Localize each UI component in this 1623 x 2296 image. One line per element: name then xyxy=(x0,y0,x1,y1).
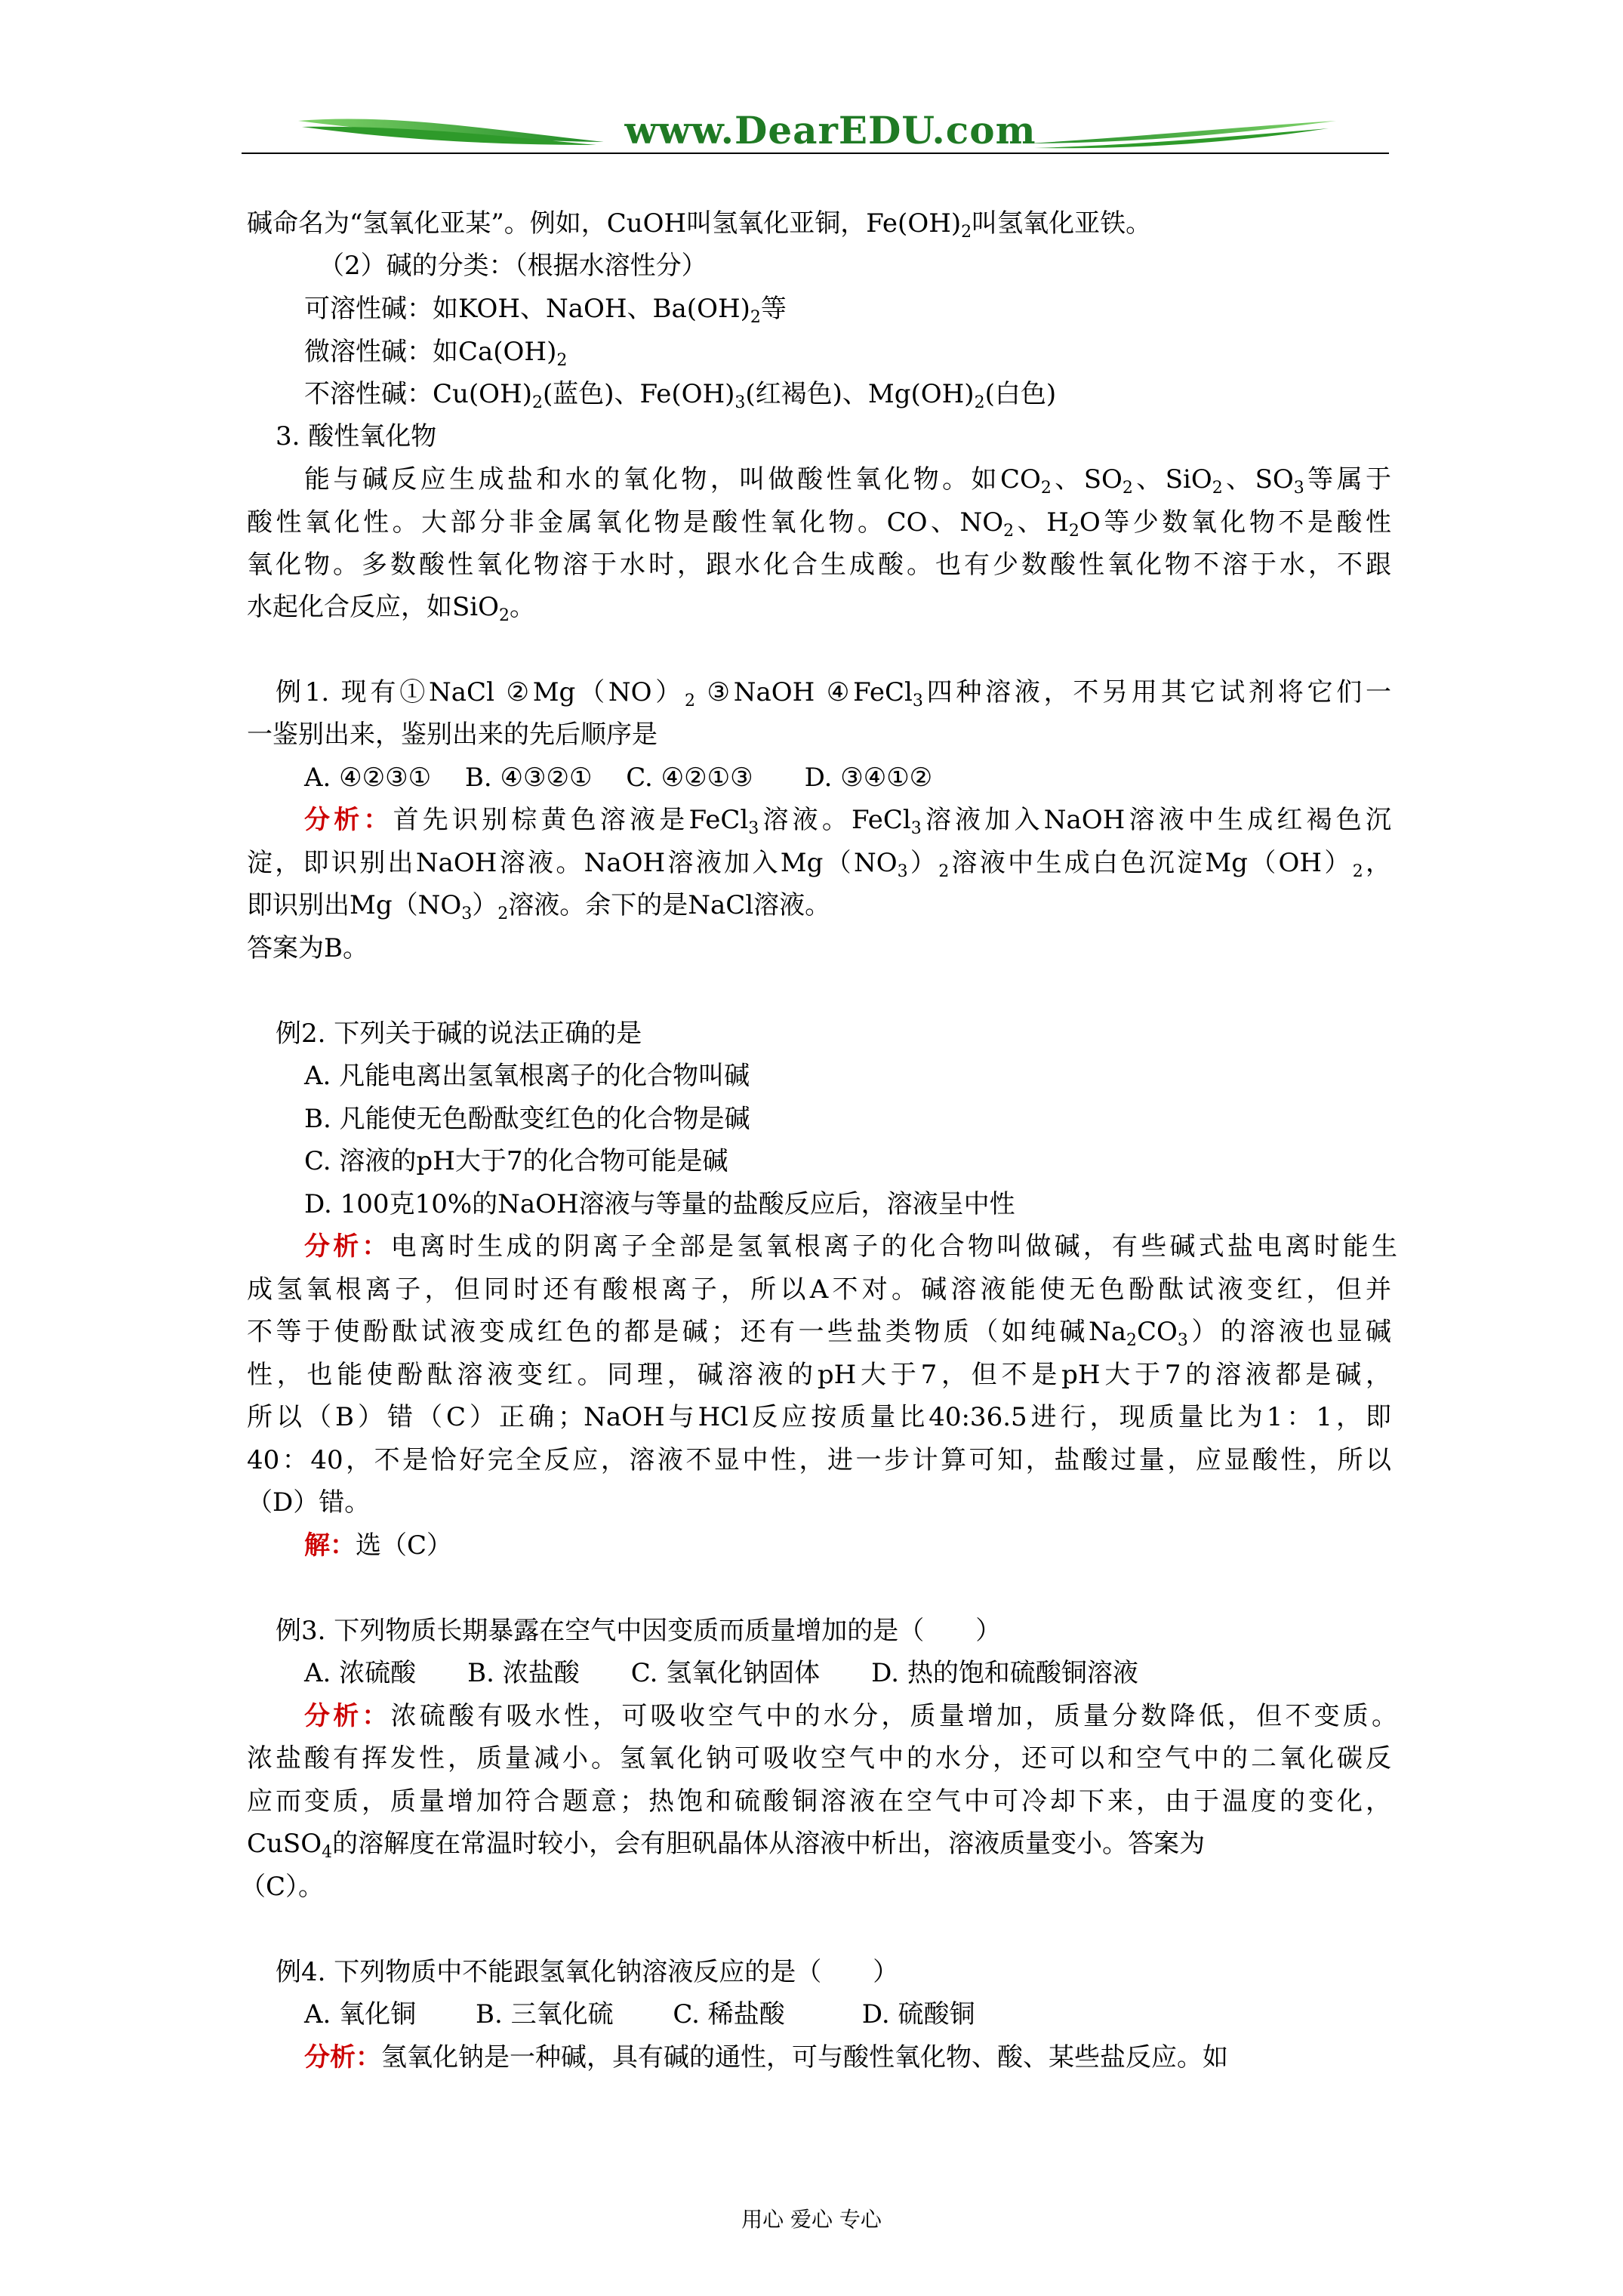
example-3-answer: （C）。 xyxy=(240,1872,325,1902)
example-3-analysis: 分析：浓硫酸有吸水性，可吸收空气中的水分，质量增加，质量分数降低，但不变质。 xyxy=(304,1701,1397,1731)
text-line: 可溶性碱：如KOH、NaOH、$Ba(OH)_2$等 xyxy=(304,294,787,327)
text-line: 所以（B）错（C）正确；NaOH与HCl反应按质量比40:36.5进行，现质量比为1：1，即 xyxy=(247,1402,1391,1432)
example-1-analysis: 分析：首先识别棕黄色溶液是FeCl$_3$溶液。FeCl$_3$溶液加入NaOH溶液中生成红褐色沉 xyxy=(304,805,1391,837)
text-line: 成氢氧根离子，但同时还有酸根离子，所以A不对。碱溶液能使无色酚酞试液变红，但并 xyxy=(247,1274,1391,1305)
example-2-option-b: B. 凡能使无色酚酞变红色的化合物是碱 xyxy=(304,1104,750,1134)
text-line: 碱命名为“氢氧化亚某”。例如，CuOH叫氢氧化亚铜，$Fe(OH)_2$叫氢氧化亚铁。 xyxy=(247,208,1152,242)
example-1-question: 例1. 现有①NaCl $②Mg(NO)_2$ ③NaOH ④FeCl$_3$四种溶液，不另用其它试剂将它们一 xyxy=(276,677,1391,710)
text-line: 性，也能使酚酞溶液变红。同理，碱溶液的pH大于7，但不是pH大于7的溶液都是碱， xyxy=(247,1360,1391,1390)
text-line: 即识别出$Mg(NO_3)_2$溶液。余下的是NaCl溶液。 xyxy=(247,890,831,923)
text-line: 酸性氧化性。大部分非金属氧化物是酸性氧化物。CO、$NO_2$、$H_2O$等少数氧化物不是酸性 xyxy=(247,507,1391,540)
text-line: 氧化物。多数酸性氧化物溶于水时，跟水化合生成酸。也有少数酸性氧化物不溶于水，不跟 xyxy=(247,550,1391,580)
example-2-option-d: D. 100克10%的NaOH溶液与等量的盐酸反应后，溶液呈中性 xyxy=(304,1189,1015,1219)
example-2-option-c: C. 溶液的pH大于7的化合物可能是碱 xyxy=(304,1146,728,1176)
example-2-question: 例2. 下列关于碱的说法正确的是 xyxy=(276,1019,642,1049)
example-2-analysis: 分析：电离时生成的阴离子全部是氢氧根离子的化合物叫做碱，有些碱式盐电离时能生 xyxy=(304,1231,1397,1262)
example-4-question: 例4. 下列物质中不能跟氢氧化钠溶液反应的是（ ） xyxy=(276,1957,899,1987)
example-4-analysis: 分析：氢氧化钠是一种碱，具有碱的通性，可与酸性氧化物、酸、某些盐反应。如 xyxy=(304,2042,1228,2073)
page-footer: 用心 爱心 专心 xyxy=(741,2207,882,2232)
text-line: 40：40，不是恰好完全反应，溶液不显中性，进一步计算可知，盐酸过量，应显酸性，所以 xyxy=(247,1445,1391,1475)
text-line: 不溶性碱：$Cu(OH)_2$(蓝色)、$Fe(OH)_3$(红褐色)、$Mg(OH)_2$(白色) xyxy=(304,379,1057,412)
example-1-answer: 答案为B。 xyxy=(247,933,368,963)
text-line: 水起化合反应，如SiO$_2$。 xyxy=(247,592,536,625)
site-logo-text: www.DearEDU.com xyxy=(624,108,1036,153)
example-4-options: A. 氧化铜 B. 三氧化硫 C. 稀盐酸 D. 硫酸铜 xyxy=(304,1999,975,2029)
text-line: 浓盐酸有挥发性，质量减小。氢氧化钠可吸收空气中的水分，还可以和空气中的二氧化碳反 xyxy=(247,1743,1391,1774)
text-line: 能与碱反应生成盐和水的氧化物，叫做酸性氧化物。如$CO_2$、$SO_2$、SiO$_2$、$SO_3$等属于 xyxy=(304,464,1391,497)
example-2-solution: 解：选（C） xyxy=(304,1530,453,1561)
section-heading: 3. 酸性氧化物 xyxy=(276,421,437,451)
text-line: CuSO$_4$的溶解度在常温时较小，会有胆矾晶体从溶液中析出，溶液质量变小。答案为 xyxy=(247,1829,1206,1862)
page-header xyxy=(0,0,1623,159)
text-line: 一鉴别出来，鉴别出来的先后顺序是 xyxy=(247,720,658,750)
text-line: 淀，即识别出NaOH溶液。NaOH溶液加入$Mg(NO_3)_2$溶液中生成白色沉淀$Mg(OH)_2$， xyxy=(247,848,1391,880)
text-line: （D）错。 xyxy=(247,1487,371,1518)
text-line: 不等于使酚酞试液变成红色的都是碱；还有一些盐类物质（如纯碱$Na_2CO_3$）的溶液也显碱 xyxy=(247,1317,1391,1349)
text-line: 应而变质，质量增加符合题意；热饱和硫酸铜溶液在空气中可冷却下来，由于温度的变化， xyxy=(247,1786,1391,1817)
example-1-options: A. ④②③① B. ④③②① C. ④②①③ D. ③④①② xyxy=(304,763,933,793)
text-line: 微溶性碱：如$Ca(OH)_2$ xyxy=(304,337,568,370)
header-rule xyxy=(242,153,1389,154)
example-2-option-a: A. 凡能电离出氢氧根离子的化合物叫碱 xyxy=(304,1061,750,1091)
text-line: （2）碱的分类：（根据水溶性分） xyxy=(319,251,707,281)
example-3-options: A. 浓硫酸 B. 浓盐酸 C. 氢氧化钠固体 D. 热的饱和硫酸铜溶液 xyxy=(304,1658,1138,1688)
example-3-question: 例3. 下列物质长期暴露在空气中因变质而质量增加的是（ ） xyxy=(276,1616,1002,1646)
